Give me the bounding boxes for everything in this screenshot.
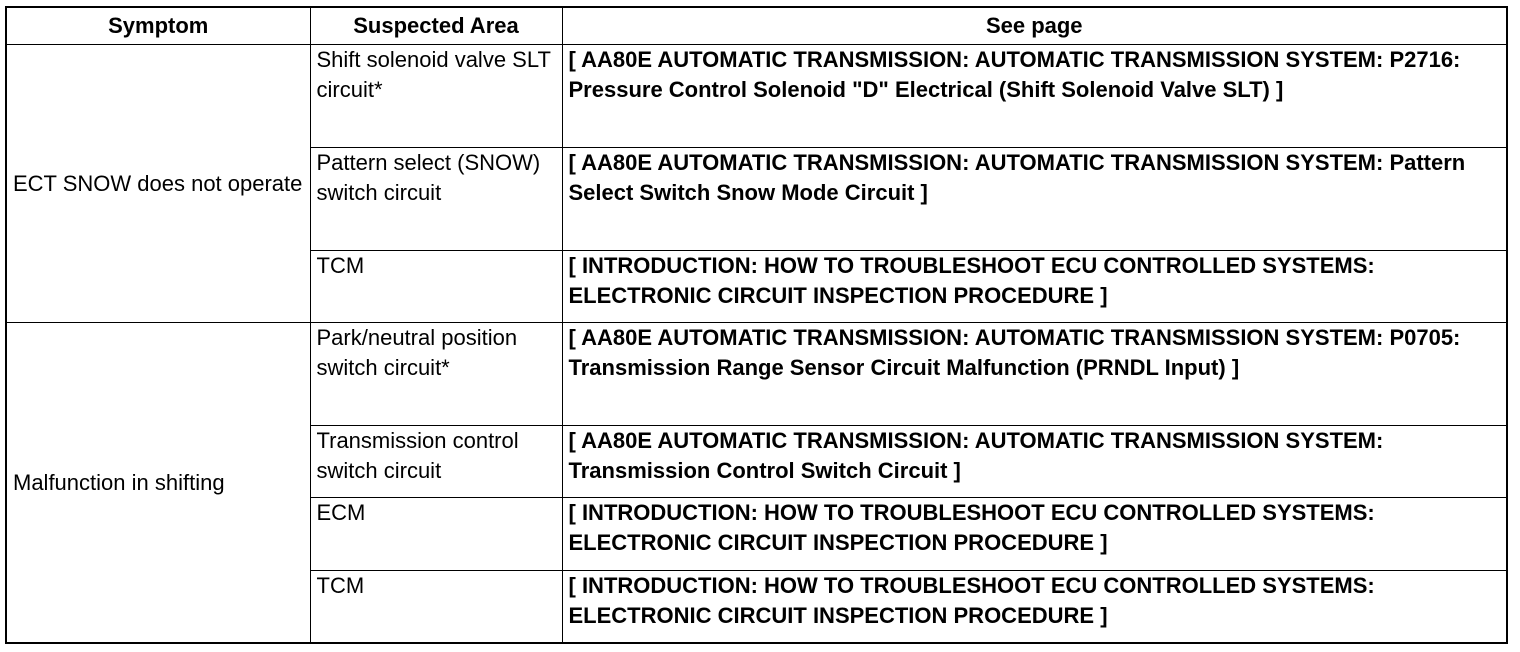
header-see-page: See page bbox=[562, 7, 1507, 45]
symptom-cell: Malfunction in shifting bbox=[6, 323, 310, 643]
suspected-area-cell: Pattern select (SNOW) switch circuit bbox=[310, 147, 562, 250]
suspected-area-cell: Transmission control switch circuit bbox=[310, 425, 562, 498]
header-suspected-area: Suspected Area bbox=[310, 7, 562, 45]
symptom-cell: ECT SNOW does not operate bbox=[6, 45, 310, 323]
suspected-area-cell: Shift solenoid valve SLT circuit* bbox=[310, 45, 562, 148]
see-page-link[interactable]: [ AA80E AUTOMATIC TRANSMISSION: AUTOMATIC TRANSMISSION SYSTEM: Pattern Select Switch Snow Mode Circuit ] bbox=[562, 147, 1507, 250]
header-symptom: Symptom bbox=[6, 7, 310, 45]
suspected-area-cell: TCM bbox=[310, 250, 562, 323]
see-page-link[interactable]: [ INTRODUCTION: HOW TO TROUBLESHOOT ECU CONTROLLED SYSTEMS: ELECTRONIC CIRCUIT INSPECTION PROCEDURE ] bbox=[562, 250, 1507, 323]
suspected-area-cell: ECM bbox=[310, 498, 562, 571]
table-row bbox=[6, 323, 1507, 426]
see-page-link[interactable]: [ INTRODUCTION: HOW TO TROUBLESHOOT ECU CONTROLLED SYSTEMS: ELECTRONIC CIRCUIT INSPECTION PROCEDURE ] bbox=[562, 570, 1507, 643]
troubleshooting-table bbox=[5, 6, 1508, 644]
table-row bbox=[6, 45, 1507, 148]
suspected-area-cell: TCM bbox=[310, 570, 562, 643]
see-page-link[interactable]: [ AA80E AUTOMATIC TRANSMISSION: AUTOMATIC TRANSMISSION SYSTEM: Transmission Control Switch Circuit ] bbox=[562, 425, 1507, 498]
see-page-link[interactable]: [ AA80E AUTOMATIC TRANSMISSION: AUTOMATIC TRANSMISSION SYSTEM: P0705: Transmission Range Sensor Circuit Malfunction (PRNDL Input) ] bbox=[562, 323, 1507, 426]
see-page-link[interactable]: [ AA80E AUTOMATIC TRANSMISSION: AUTOMATIC TRANSMISSION SYSTEM: P2716: Pressure Control Solenoid "D" Electrical (Shift Solenoid Valve SLT) ] bbox=[562, 45, 1507, 148]
suspected-area-cell: Park/neutral position switch circuit* bbox=[310, 323, 562, 426]
header-row bbox=[6, 7, 1507, 45]
see-page-link[interactable]: [ INTRODUCTION: HOW TO TROUBLESHOOT ECU CONTROLLED SYSTEMS: ELECTRONIC CIRCUIT INSPECTION PROCEDURE ] bbox=[562, 498, 1507, 571]
